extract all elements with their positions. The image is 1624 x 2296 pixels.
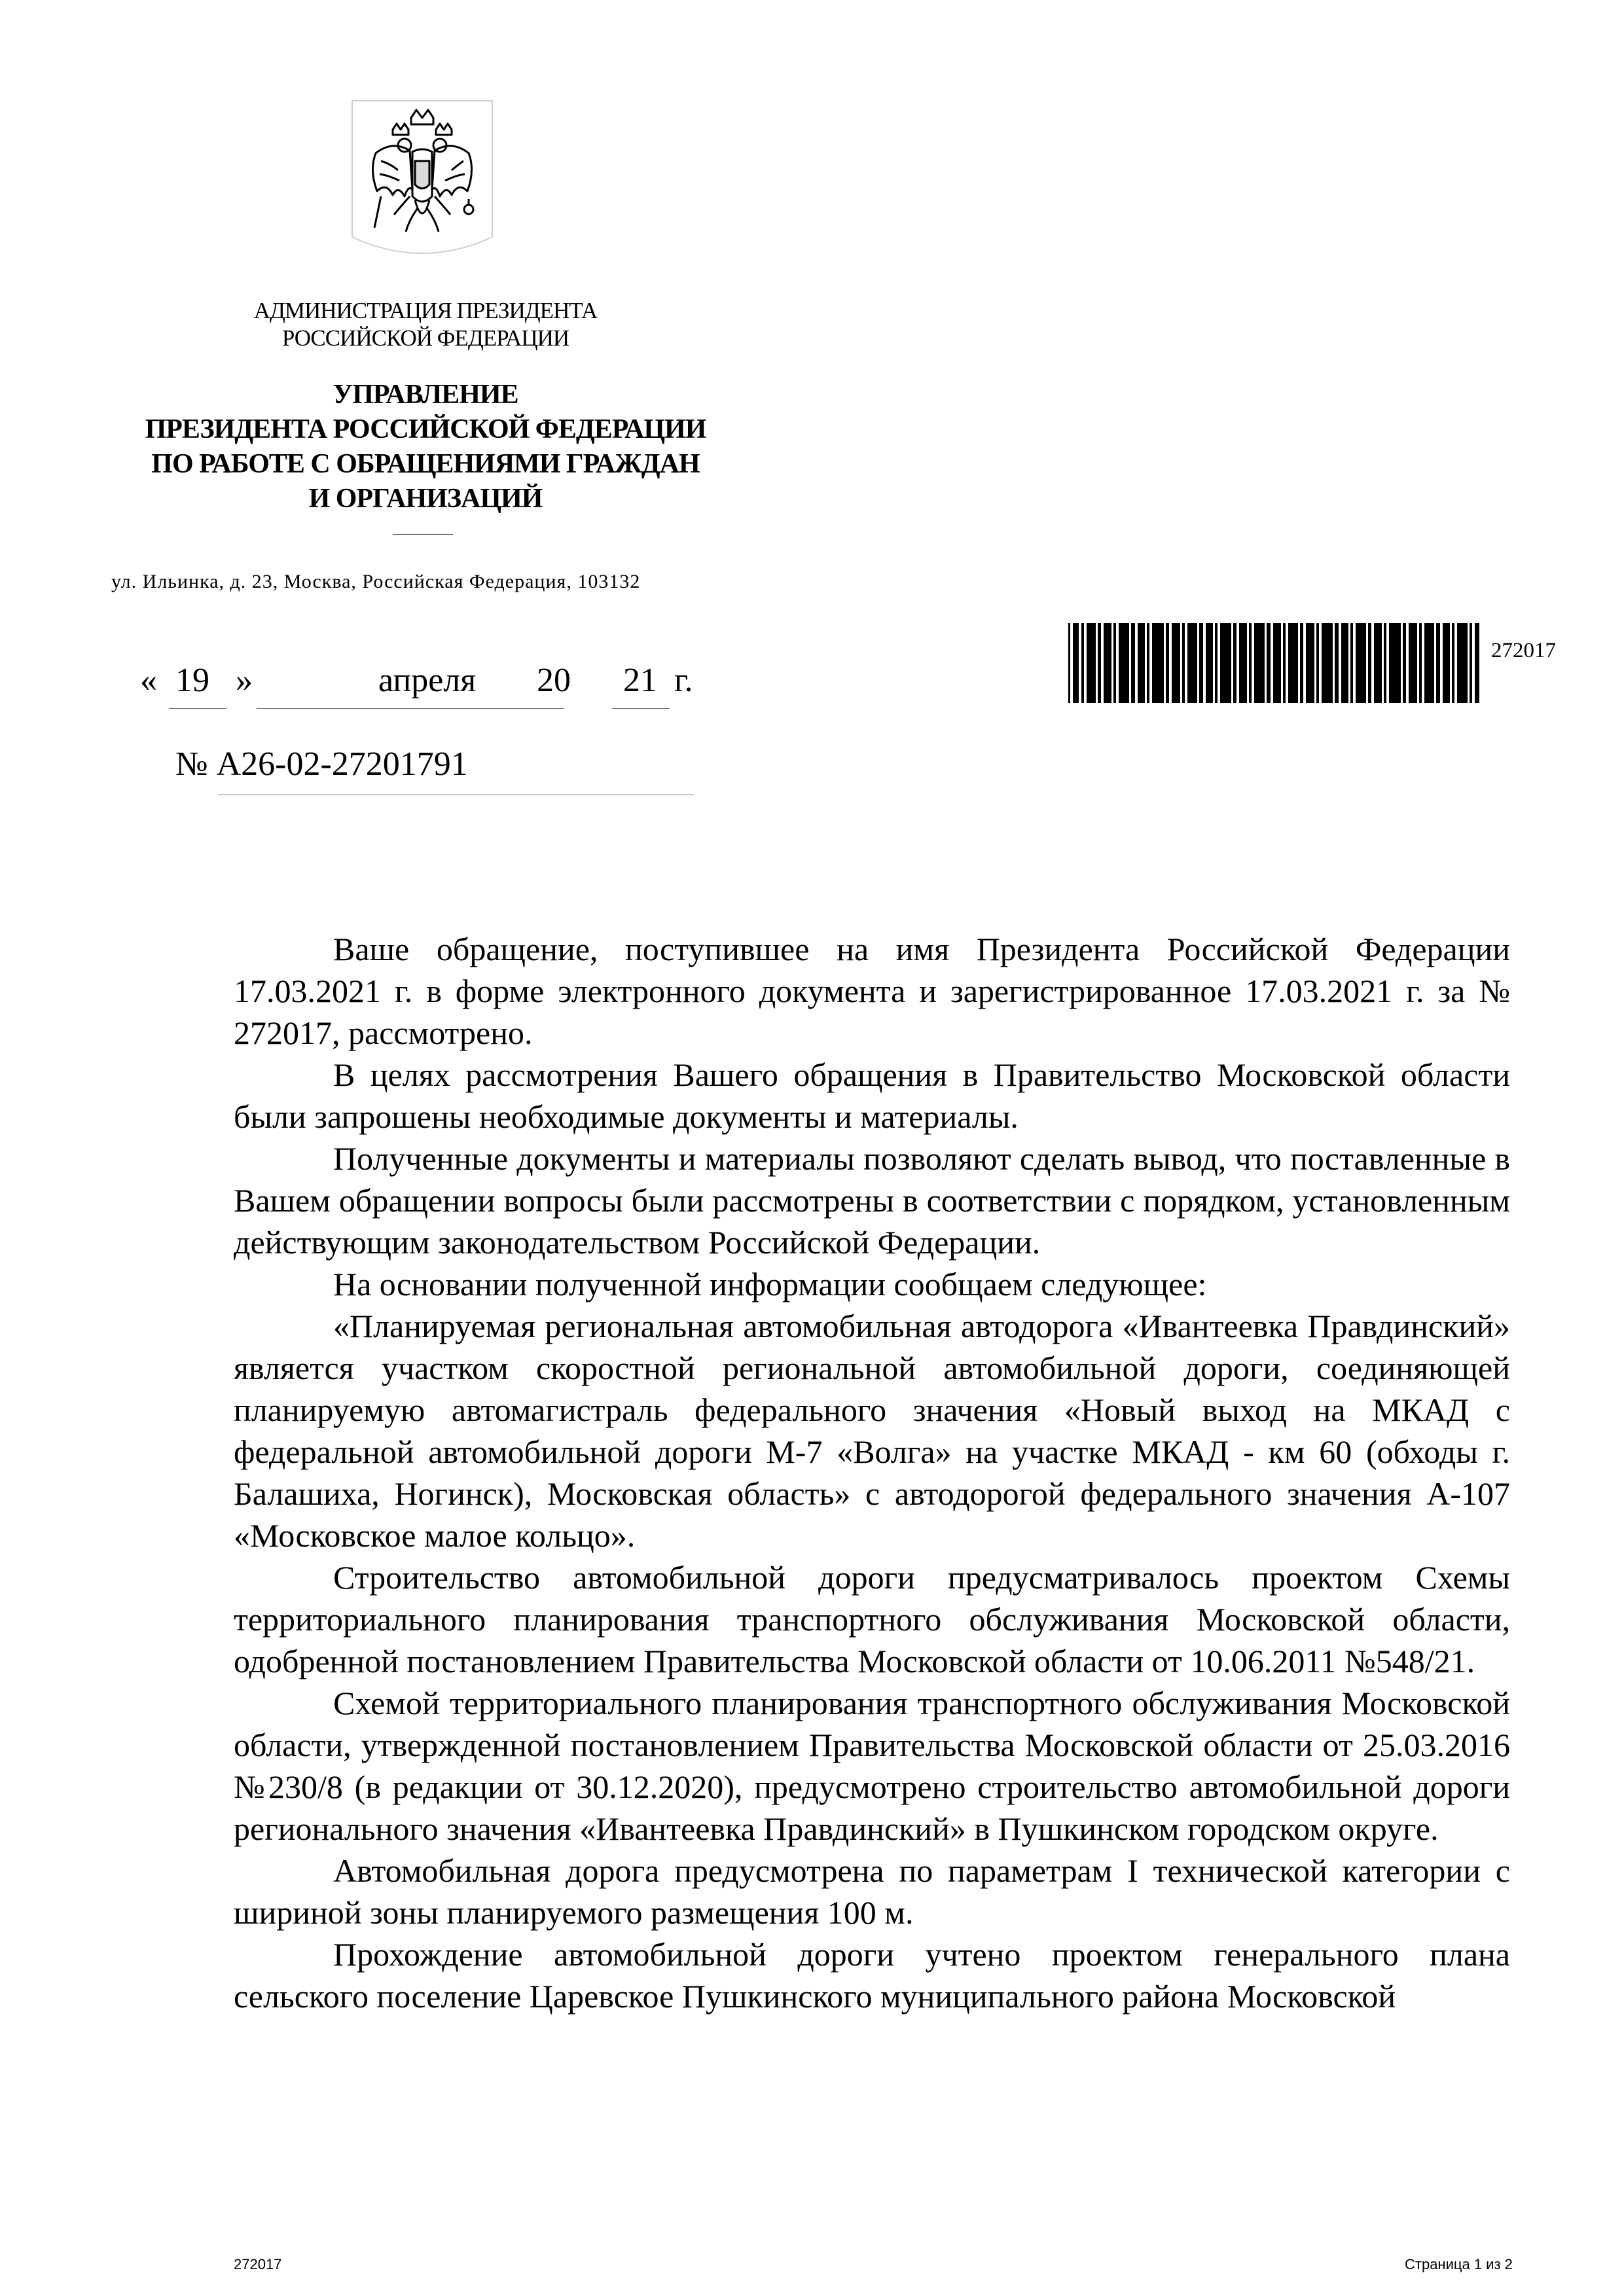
- date-open-quote: «: [140, 662, 157, 699]
- department-name-line4: И ОРГАНИЗАЦИЙ: [308, 484, 543, 514]
- date-year: 21: [623, 662, 657, 699]
- date-month: апреля: [378, 662, 477, 699]
- body-paragraph: Автомобильная дорога предусмотрена по параметрам I технической категории с шириной зоны планируемого размещения 100 м.: [234, 1852, 1510, 1931]
- sender-address: ул. Ильинка, д. 23, Москва, Российская Федерация, 103132: [111, 571, 641, 592]
- header-divider: [393, 534, 453, 535]
- body-paragraph: Полученные документы и материалы позволяют сделать вывод, что поставленные в Вашем обращении вопросы были рассмотрены в соответствии с порядком, установленным действующим законодательством Российской Федерации.: [234, 1140, 1510, 1261]
- date-day-underline: [169, 708, 226, 709]
- date-century: 20: [537, 662, 571, 699]
- barcode: [1068, 623, 1479, 703]
- date-month-underline: [257, 708, 564, 709]
- department-name-line3: ПО РАБОТЕ С ОБРАЩЕНИЯМИ ГРАЖДАН: [151, 449, 700, 479]
- department-name-line1: УПРАВЛЕНИЕ: [333, 380, 518, 410]
- date-year-underline: [612, 708, 670, 709]
- administration-name-line2: РОССИЙСКОЙ ФЕДЕРАЦИИ: [281, 325, 569, 351]
- date-day: 19: [175, 662, 209, 699]
- body-paragraph: Схемой территориального планирования транспортного обслуживания Московской области, утвержденной постановлением Правительства Московской области от 25.03.2016 №230/8 (в редакции от 30.12.2020), предусмотрено строительство автомобильной дороги регионального значения «Ивантеевка Правдинский» в Пушкинском городском округе.: [234, 1685, 1510, 1847]
- department-name-line2: ПРЕЗИДЕНТА РОССИЙСКОЙ ФЕДЕРАЦИИ: [145, 414, 706, 444]
- letter-body: [234, 928, 1510, 2017]
- registration-number: № А26-02-27201791: [175, 745, 468, 783]
- coat-of-arms-emblem: [347, 98, 497, 276]
- administration-name-line1: АДМИНИСТРАЦИЯ ПРЕЗИДЕНТА: [253, 298, 598, 323]
- barcode-number: 272017: [1491, 639, 1556, 662]
- body-paragraph: В целях рассмотрения Вашего обращения в Правительство Московской области были запрошены необходимые документы и материалы.: [234, 1056, 1510, 1135]
- body-paragraph: Ваше обращение, поступившее на имя Президента Российской Федерации 17.03.2021 г. в форме электронного документа и зарегистрированное 17.03.2021 г. за № 272017, рассмотрено.: [234, 931, 1510, 1051]
- date-close-quote: »: [236, 662, 253, 699]
- footer-page-number: Страница 1 из 2: [1405, 2256, 1513, 2272]
- body-paragraph: «Планируемая региональная автомобильная автодорога «Ивантеевка Правдинский» является участком скоростной региональной автомобильной дороги, соединяющей планируемую автомагистраль федерального значения «Новый выход на МКАД с федеральной автомобильной дороги М-7 «Волга» на участке МКАД - км 60 (обходы г. Балашиха, Ногинск), Московская область» с автодорогой федерального значения А-107 «Московское малое кольцо».: [234, 1308, 1510, 1554]
- body-paragraph: Прохождение автомобильной дороги учтено проектом генерального плана сельского поселение Царевское Пушкинского муниципального района Московской: [234, 1936, 1510, 2015]
- body-paragraph: На основании полученной информации сообщаем следующее:: [333, 1266, 1207, 1302]
- footer-doc-number: 272017: [234, 2256, 282, 2272]
- body-paragraph: Строительство автомобильной дороги предусматривалось проектом Схемы территориального планирования транспортного обслуживания Московской области, одобренной постановлением Правительства Московской области от 10.06.2011 №548/21.: [234, 1559, 1510, 1679]
- date-year-suffix: г.: [674, 662, 693, 699]
